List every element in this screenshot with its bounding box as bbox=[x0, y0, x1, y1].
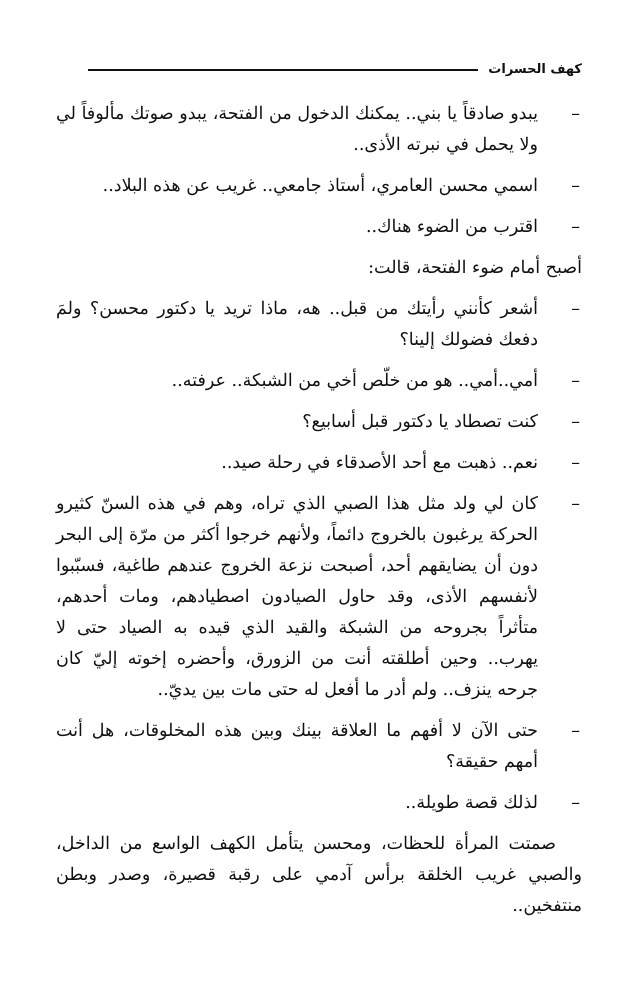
dialogue-text: اقترب من الضوء هناك.. bbox=[365, 217, 538, 237]
dialogue-text: لذلك قصة طويلة.. bbox=[405, 793, 538, 813]
dialogue-line bbox=[56, 788, 582, 819]
dialogue-dash: – bbox=[571, 494, 580, 514]
dialogue-line bbox=[56, 171, 582, 202]
dialogue-text: أشعر كأنني رأيتك من قبل.. هه، ماذا تريد يا دكتور محسن؟ ولمَ دفعك فضولك إلينا؟ bbox=[56, 299, 538, 350]
narration-paragraph: صمتت المرأة للحظات، ومحسن يتأمل الكهف الواسع من الداخل، والصبي غريب الخلقة برأس آدمي على رقبة قصيرة، وصدر وبطن منتفخين.. bbox=[56, 834, 582, 916]
dialogue-line bbox=[56, 716, 582, 778]
chapter-title: كهف الحسرات bbox=[488, 62, 582, 77]
dialogue-dash: – bbox=[571, 453, 580, 473]
dialogue-line bbox=[56, 212, 582, 243]
header-rule bbox=[88, 69, 478, 71]
dialogue-dash: – bbox=[571, 299, 580, 319]
dialogue-text: حتى الآن لا أفهم ما العلاقة بينك وبين هذه المخلوقات، هل أنت أمهم حقيقة؟ bbox=[56, 721, 538, 772]
dialogue-dash: – bbox=[571, 793, 580, 813]
dialogue-text: كان لي ولد مثل هذا الصبي الذي تراه، وهم في هذه السنّ كثيرو الحركة يرغبون بالخروج دائماً، ولأنهم خرجوا أكثر من مرّة إلى البحر دون أن يضايقهم أحد، أصبحت نزعة الخروج عندهم طاغية، فسبّبوا لأنفسهم الأذى، وقد حاول الصيادون اصطيادهم، ومات أحدهم، متأثراً بجروحه من الشبكة والقيد الذي قيده به الصياد حتى لا يهرب.. وحين أطلقته أنت من الزورق، وأحضره إخوته إليّ كان جرحه ينزف.. ولم أدر ما أفعل له حتى مات بين يديّ.. bbox=[56, 494, 538, 700]
running-header bbox=[56, 62, 582, 77]
dialogue-dash: – bbox=[571, 371, 580, 391]
dialogue-line bbox=[56, 489, 582, 706]
dialogue-text: أمي..أمي.. هو من خلّص أخي من الشبكة.. عرفته.. bbox=[171, 371, 538, 391]
dialogue-line bbox=[56, 99, 582, 161]
dialogue-line bbox=[56, 294, 582, 356]
dialogue-text: اسمي محسن العامري، أستاذ جامعي.. غريب عن هذه البلاد.. bbox=[102, 176, 538, 196]
dialogue-dash: – bbox=[571, 412, 580, 432]
page-body bbox=[56, 99, 582, 922]
dialogue-dash: – bbox=[571, 721, 580, 741]
dialogue-line bbox=[56, 448, 582, 479]
dialogue-text: كنت تصطاد يا دكتور قبل أسابيع؟ bbox=[302, 412, 538, 432]
dialogue-line bbox=[56, 366, 582, 397]
dialogue-text: نعم.. ذهبت مع أحد الأصدقاء في رحلة صيد.. bbox=[221, 453, 538, 473]
dialogue-dash: – bbox=[571, 176, 580, 196]
dialogue-dash: – bbox=[571, 217, 580, 237]
narration-paragraph: أصبح أمام ضوء الفتحة، قالت: bbox=[368, 258, 582, 278]
dialogue-text: يبدو صادقاً يا بني.. يمكنك الدخول من الفتحة، يبدو صوتك مألوفاً لي ولا يحمل في نبرته الأذى.. bbox=[56, 104, 538, 155]
dialogue-line bbox=[56, 407, 582, 438]
dialogue-dash: – bbox=[571, 104, 580, 124]
